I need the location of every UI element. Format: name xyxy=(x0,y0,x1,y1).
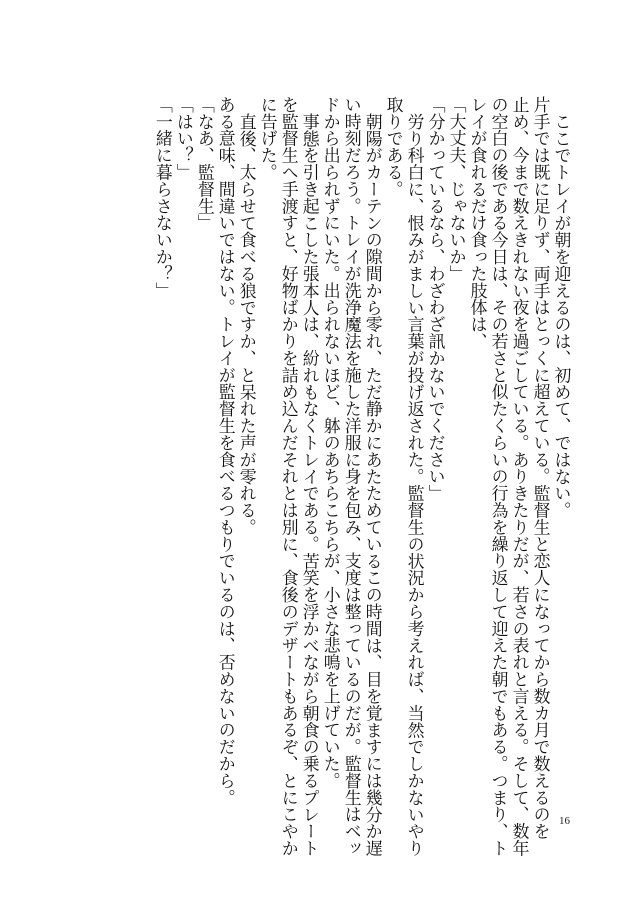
text-line: を監督生へ手渡すと、好物ばかりを詰め込んだそれとは別に、食後のデザートもあるぞ、とにこやか xyxy=(279,96,300,857)
text-line: レイが食れるだけ食った肢体は、 xyxy=(468,96,489,350)
text-line: 「一緒に暮らさないか？」 xyxy=(153,96,174,299)
text-line: 止め、今まで数えきれない夜を過ごしている。ありきたりだが、若さの表れと言える。そして、数年 xyxy=(510,96,531,857)
text-line: 取りである。 xyxy=(384,96,405,198)
text-line: ここでトレイが朝を迎えるのは、初めて、ではない。 xyxy=(552,113,572,519)
page-number: 16 xyxy=(559,815,570,827)
text-line: 「大丈夫、じゃないか」 xyxy=(447,96,468,282)
text-line: 事態を引き起こした張本人は、紛れもなくトレイである。苦笑を浮かべながら朝食の乗るプレート xyxy=(300,113,321,857)
text-line: い時刻だろう。トレイが洗浄魔法を施した洋服に身を包み、支度は整っているのだが。監督生はベッ xyxy=(342,96,363,857)
text-line: 朝陽がカーテンの隙間から零れ、ただ静かにあたためているこの時間は、目を覚ますには幾分か遅 xyxy=(363,113,384,857)
text-line: 「なあ、監督生」 xyxy=(195,96,216,232)
text-line: に告げた。 xyxy=(258,96,279,181)
text-line: 「分かっているなら、わざわざ訊かないでください」 xyxy=(426,96,447,502)
text-line: 「はい？」 xyxy=(174,96,195,181)
text-line: 労り科白に、恨みがましい言葉が投げ返された。監督生の状況から考えれば、当然でしかないやり xyxy=(405,113,426,857)
text-line: 片手では既に足りず、両手はとっくに超えている。監督生と恋人になってから数カ月で数えるのを xyxy=(531,96,552,840)
text-line: 直後、太らせて食べる狼ですか、と呆れた声が零れる。 xyxy=(237,113,258,536)
text-line: ある意味、間違いではない。トレイが監督生を食べるつもりでいるのは、否めないのだから。 xyxy=(216,96,237,806)
text-line: の空白の後である今日は、その若さと似たくらいの行為を繰り返して迎えた朝でもある。つまり、ト xyxy=(489,96,510,857)
text-line: ドから出られずにいた。出られないほど、躰のあちらこちらが、小さな悲鳴を上げていた。 xyxy=(321,96,342,789)
